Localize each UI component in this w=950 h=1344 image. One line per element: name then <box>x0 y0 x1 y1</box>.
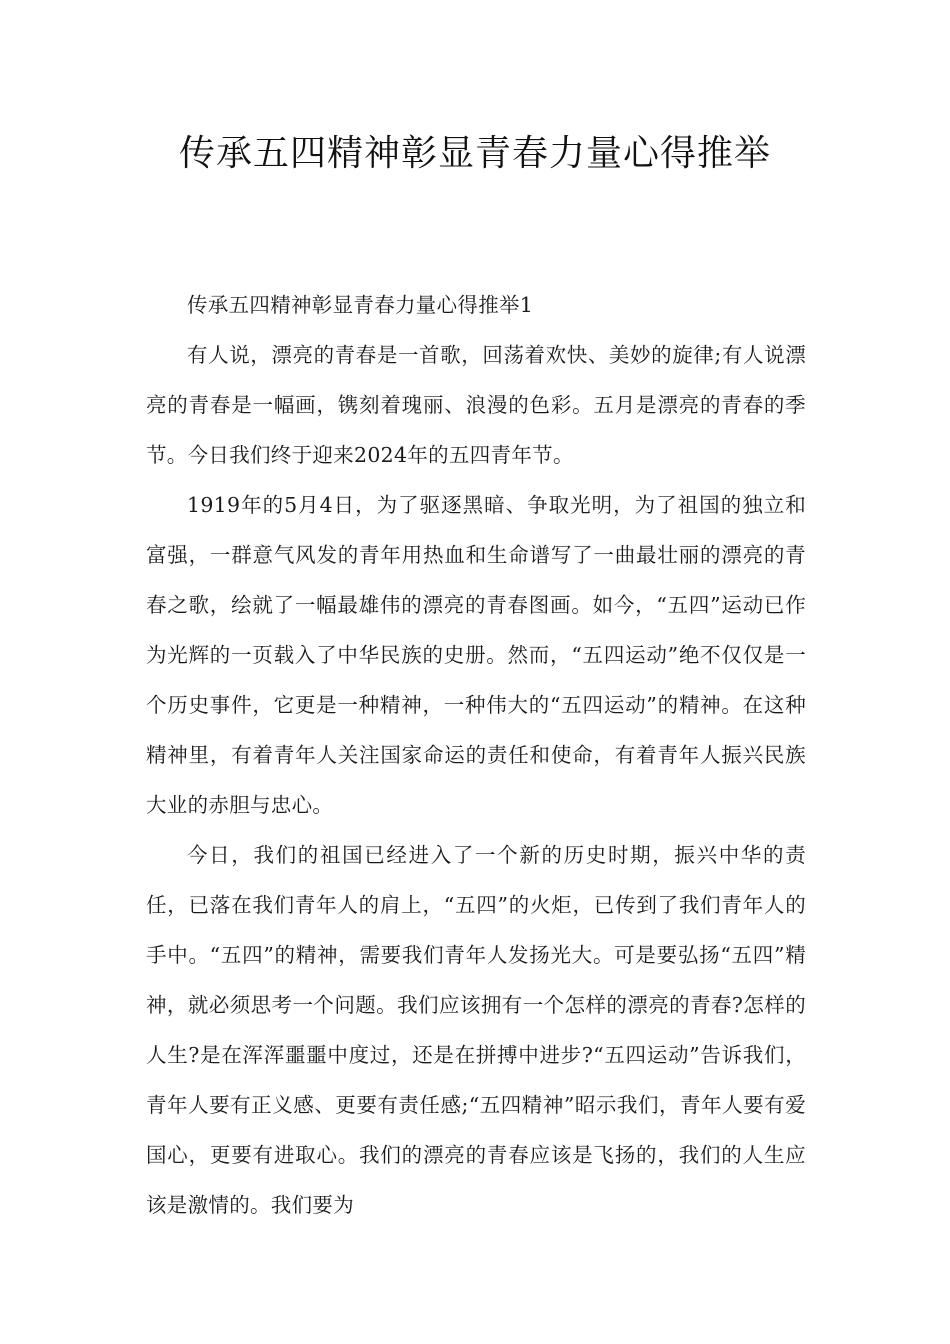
paragraph: 今日，我们的祖国已经进入了一个新的历史时期，振兴中华的责任，已落在我们青年人的肩上，“五四”的火炬，已传到了我们青年人的手中。“五四”的精神，需要我们青年人发扬光大。可是要弘扬“五四”精神，就必须思考一个问题。我们应该拥有一个怎样的漂亮的青春?怎样的人生?是在浑浑噩噩中度过，还是在拼搏中进步?“五四运动”告诉我们，青年人要有正义感、更要有责任感;“五四精神”昭示我们，青年人要有爱国心，更要有进取心。我们的漂亮的青春应该是飞扬的，我们的人生应该是激情的。我们要为 <box>146 843 806 1217</box>
paragraph: 1919年的5月4日，为了驱逐黑暗、争取光明，为了祖国的独立和富强，一群意气风发的青年用热血和生命谱写了一曲最壮丽的漂亮的青春之歌，绘就了一幅最雄伟的漂亮的青春图画。如今，“五四”运动已作为光辉的一页载入了中华民族的史册。然而，“五四运动”绝不仅仅是一个历史事件，它更是一种精神，一种伟大的“五四运动”的精神。在这种精神里，有着青年人关注国家命运的责任和使命，有着青年人振兴民族大业的赤胆与忠心。 <box>146 493 806 817</box>
paragraph: 有人说，漂亮的青春是一首歌，回荡着欢快、美妙的旋律;有人说漂亮的青春是一幅画，镌刻着瑰丽、浪漫的色彩。五月是漂亮的青春的季节。今日我们终于迎来2024年的五四青年节。 <box>146 343 806 467</box>
paragraph-subtitle: 传承五四精神彰显青春力量心得推举1 <box>187 293 534 317</box>
document-title: 传承五四精神彰显青春力量心得推举 <box>178 133 771 174</box>
document-body <box>146 280 806 1230</box>
